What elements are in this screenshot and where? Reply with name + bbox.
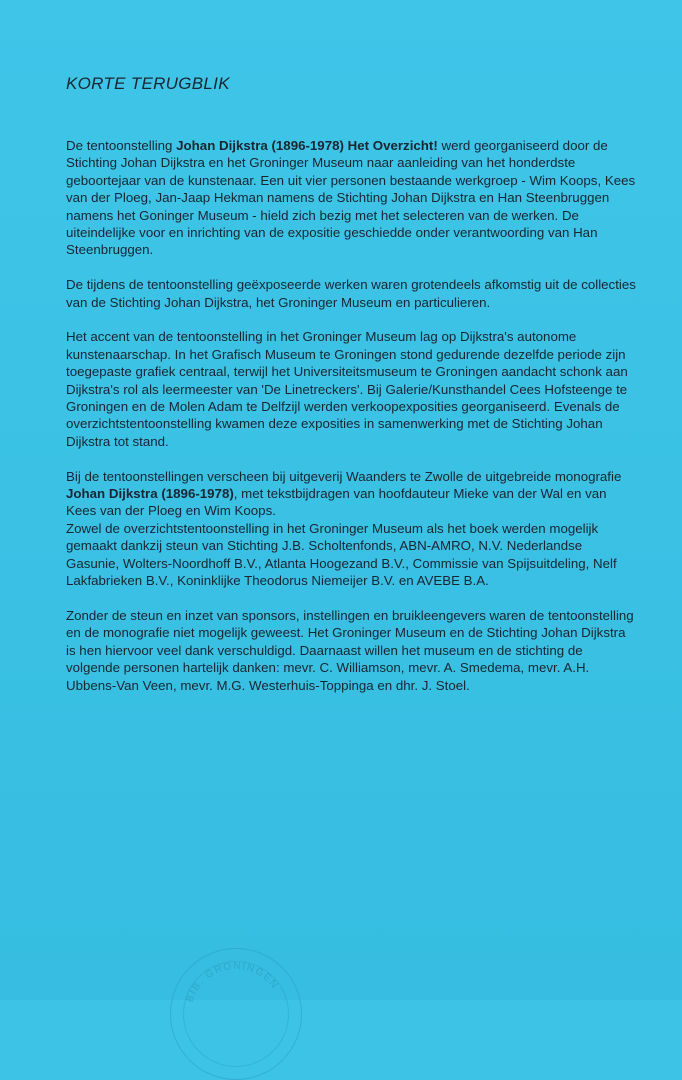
library-stamp-lettering bbox=[171, 949, 301, 1079]
paragraph-text: , met tekstbijdragen van hoofdauteur Mieke van der Wal en van Kees van der Ploeg en Wim Koops. bbox=[66, 486, 607, 519]
paragraph-sponsors: Zowel de overzichtstentoonstelling in het Groninger Museum als het boek werden mogelijk gemaakt dankzij steun van Stichting J.B. Scholtenfonds, ABN-AMRO, N.V. Nederlandse Gasunie, Wolters-Noordhoff B.V., Atlanta Hoogezand B.V., Commissie van Spijsuitdeling, Nelf Lakfabrieken B.V., Koninklijke Theodorus Niemeijer B.V. en AVEBE B.A. bbox=[66, 520, 617, 589]
paragraph-accent: Het accent van de tentoonstelling in het Groninger Museum lag op Dijkstra's autonome kunstenaarschap. In het Grafisch Museum te Groningen stond gedurende dezelfde periode zijn toegepaste grafiek centraal, terwijl het Universiteitsmuseum te Groningen aandacht schonk aan Dijkstra's rol als leermeester van 'De Linetreckers'. Bij Galerie/Kunsthandel Cees Hofsteenge te Groningen en de Molen Adam te Delfzijl werden verkoopexposities georganiseerd. Evenals de overzichtstentoonstelling kwamen deze exposities in samenwerking met de Stichting Johan Dijkstra tot stand. bbox=[66, 329, 628, 449]
paragraph-works: De tijdens de tentoonstelling geëxposeerde werken waren grotendeels afkomstig uit de collecties van de Stichting Johan Dijkstra, het Groninger Museum en particulieren. bbox=[66, 277, 636, 310]
paragraph-text: werd georganiseerd door de Stichting Johan Dijkstra en het Groninger Museum naar aanleiding van het honderdste geboortejaar van de kunstenaar. Een uit vier personen bestaande werkgroep - Wim Koops, Kees van der Ploeg, Jan-Jaap Hekman namens de Stichting Johan Dijkstra en Han Steenbruggen namens het Goninger Museum - hield zich bezig met het selecteren van de werken. De uiteindelijke voor en inrichting van de expositie geschiedde onder verantwoording van Han Steenbruggen. bbox=[66, 138, 636, 258]
paragraph-exhibition bbox=[66, 137, 636, 259]
body-text bbox=[66, 137, 636, 711]
paragraph-monograph bbox=[66, 468, 636, 520]
library-stamp-text: BIB. GRONINGEN bbox=[184, 960, 281, 1004]
svg-text:BIB. GRONINGEN bbox=[185, 961, 281, 1004]
page-title: KORTE TERUGBLIK bbox=[66, 74, 230, 93]
exhibition-title: Johan Dijkstra (1896-1978) Het Overzicht! bbox=[176, 138, 438, 153]
library-stamp bbox=[170, 948, 302, 1080]
paragraph-thanks: Zonder de steun en inzet van sponsors, instellingen en bruikleengevers waren de tentoonstelling en de monografie niet mogelijk geweest. Het Groninger Museum en de Stichting Johan Dijkstra is hen hiervoor veel dank verschuldigd. Daarnaast willen het museum en de stichting de volgende personen hartelijk danken: mevr. C. Williamson, mevr. A. Smedema, mevr. A.H. Ubbens-Van Veen, mevr. M.G. Westerhuis-Toppinga en dhr. J. Stoel. bbox=[66, 607, 634, 693]
paragraph-text: De tentoonstelling bbox=[66, 138, 177, 153]
monograph-title: Johan Dijkstra (1896-1978) bbox=[66, 486, 234, 502]
paragraph-text: Bij de tentoonstellingen verscheen bij uitgeverij Waanders te Zwolle de uitgebreide monografie bbox=[66, 468, 622, 484]
